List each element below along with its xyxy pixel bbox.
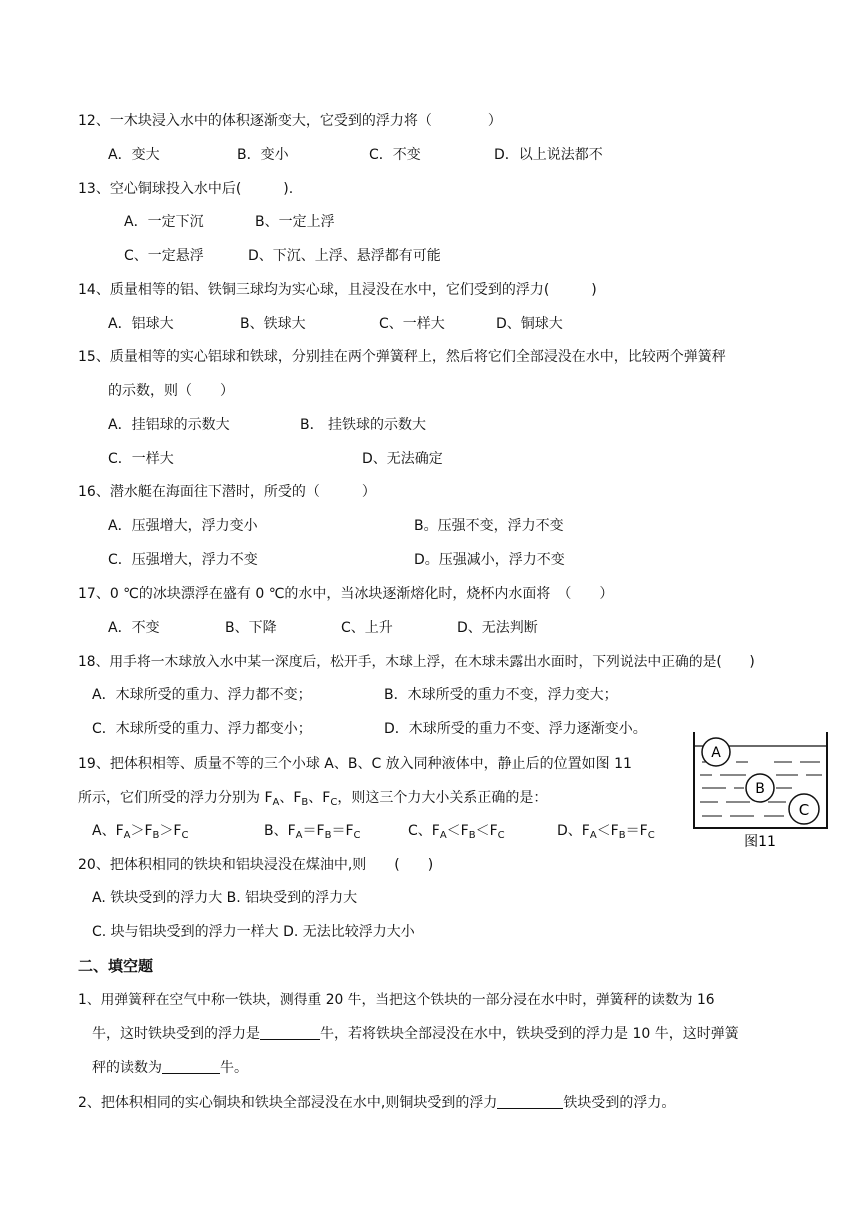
q16-option-b: B。压强不变，浮力不变 (414, 518, 564, 534)
q14-option-a: A．铝球大 (108, 316, 174, 332)
fill1-blank-1[interactable] (260, 1025, 320, 1040)
q15-stem-line2: 的示数，则（ ） (108, 383, 234, 399)
q13-option-a: A．一定下沉 (124, 214, 204, 230)
q14-option-b: B、铁球大 (240, 316, 306, 332)
q17-option-b: B、下降 (225, 620, 277, 636)
q14-option-d: D、铜球大 (496, 316, 563, 332)
fill2-line (78, 1093, 675, 1113)
q14-stem: 14、质量相等的铝、铁铜三球均为实心球，且浸没在水中，它们受到的浮力( ) (78, 282, 597, 298)
q18-option-c: C．木球所受的重力、浮力都变小； (92, 721, 312, 737)
q18-stem: 18、用手将一木球放入水中某一深度后，松开手，木球上浮，在木球未露出水面时，下列说法中正确的是( ) (78, 654, 755, 670)
ball-b-label: B (755, 781, 765, 797)
q13-option-b: B、一定上浮 (255, 214, 335, 230)
q13-option-c: C、一定悬浮 (124, 248, 204, 264)
q19-stem-line2-post: ，则这三个力大小关系正确的是： (337, 790, 548, 806)
ball-a-label: A (711, 745, 721, 761)
fill2-blank[interactable] (497, 1094, 563, 1109)
q12-option-b: B．变小 (237, 147, 289, 163)
fill1-blank-2[interactable] (162, 1059, 220, 1074)
q18-option-d: D．木球所受的重力不变、浮力逐渐变小。 (384, 721, 647, 737)
q19-option-a: A、$F_A>F_B>F_C$ (92, 823, 189, 841)
q16-option-c: C．压强增大，浮力不变 (108, 552, 258, 568)
q18-option-a: A．木球所受的重力、浮力都不变； (92, 687, 312, 703)
section-fill-in-title: 二、填空题 (78, 957, 154, 975)
q16-stem: 16、潜水艇在海面往下潜时，所受的（ ） (78, 484, 376, 500)
fill1-line2-post: 牛，若将铁块全部浸没在水中，铁块受到的浮力是 10 牛，这时弹簧 (320, 1026, 739, 1042)
q20-options-line1: A. 铁块受到的浮力大 B. 铝块受到的浮力大 (92, 890, 358, 906)
q12-stem: 12、一木块浸入水中的体积逐渐变大，它受到的浮力将（ ） (78, 113, 502, 129)
fill1-line3-post: 牛。 (220, 1060, 248, 1076)
q19-stem-line2: 所示，它们所受的浮力分别为 $F_A$、$F_B$、$F_C$，则这三个力大小关系正确的是： (78, 790, 548, 808)
fill1-line1: 1、用弹簧秤在空气中称一铁块，测得重 20 牛，当把这个铁块的一部分浸在水中时，弹簧秤的读数为 16 (78, 992, 715, 1008)
q19-stem-line1: 19、把体积相等、质量不等的三个小球 A、B、C 放入同种液体中，静止后的位置如图 11 (78, 756, 632, 772)
figure-11 (688, 730, 833, 852)
q14-option-c: C、一样大 (379, 316, 445, 332)
q17-option-d: D、无法判断 (457, 620, 538, 636)
q20-options-line2: C. 块与铝块受到的浮力一样大 D. 无法比较浮力大小 (92, 924, 415, 940)
ball-c-label: C (798, 801, 810, 819)
q19-option-d: D、$F_A<F_B=F_C$ (557, 823, 655, 841)
fill2-post: 铁块受到的浮力。 (563, 1095, 676, 1111)
q16-option-a: A．压强增大，浮力变小 (108, 518, 258, 534)
q15-option-b: B． 挂铁球的示数大 (300, 417, 427, 433)
q17-option-a: A．不变 (108, 620, 160, 636)
q18-option-b: B．木球所受的重力不变，浮力变大； (384, 687, 618, 703)
q13-option-d: D、下沉、上浮、悬浮都有可能 (248, 248, 441, 264)
q12-option-a: A．变大 (108, 147, 160, 163)
q12-option-d: D．以上说法都不 (494, 147, 603, 163)
q13-stem: 13、空心铜球投入水中后( ). (78, 181, 294, 197)
q15-option-c: C．一样大 (108, 451, 174, 467)
q16-option-d: D。压强减小，浮力不变 (414, 552, 565, 568)
fill1-line3 (92, 1058, 248, 1078)
fill1-line2-pre: 牛，这时铁块受到的浮力是 (92, 1026, 260, 1042)
fill1-line2 (92, 1024, 739, 1044)
q19-stem-line2-pre: 所示，它们所受的浮力分别为 F (78, 790, 273, 806)
figure-11-caption: 图11 (744, 834, 776, 850)
q17-option-c: C、上升 (341, 620, 393, 636)
q17-stem: 17、0 ℃的冰块漂浮在盛有 0 ℃的水中，当冰块逐渐熔化时，烧杯内水面将 （ ） (78, 586, 614, 602)
q19-option-c: C、$F_A<F_B<F_C$ (408, 823, 505, 841)
q20-stem: 20、把体积相同的铁块和铝块浸没在煤油中,则 ( ) (78, 857, 434, 873)
q15-stem-line1: 15、质量相等的实心铝球和铁球，分别挂在两个弹簧秤上，然后将它们全部浸没在水中，比较两个弹簧秤 (78, 349, 726, 365)
q12-option-c: C．不变 (369, 147, 421, 163)
q19-option-b: B、$F_A=F_B=F_C$ (264, 823, 361, 841)
fill1-line3-pre: 秤的读数为 (92, 1060, 162, 1076)
q15-option-d: D、无法确定 (362, 451, 443, 467)
q15-option-a: A．挂铝球的示数大 (108, 417, 230, 433)
fill2-pre: 2、把体积相同的实心铜块和铁块全部浸没在水中,则铜块受到的浮力 (78, 1095, 498, 1111)
